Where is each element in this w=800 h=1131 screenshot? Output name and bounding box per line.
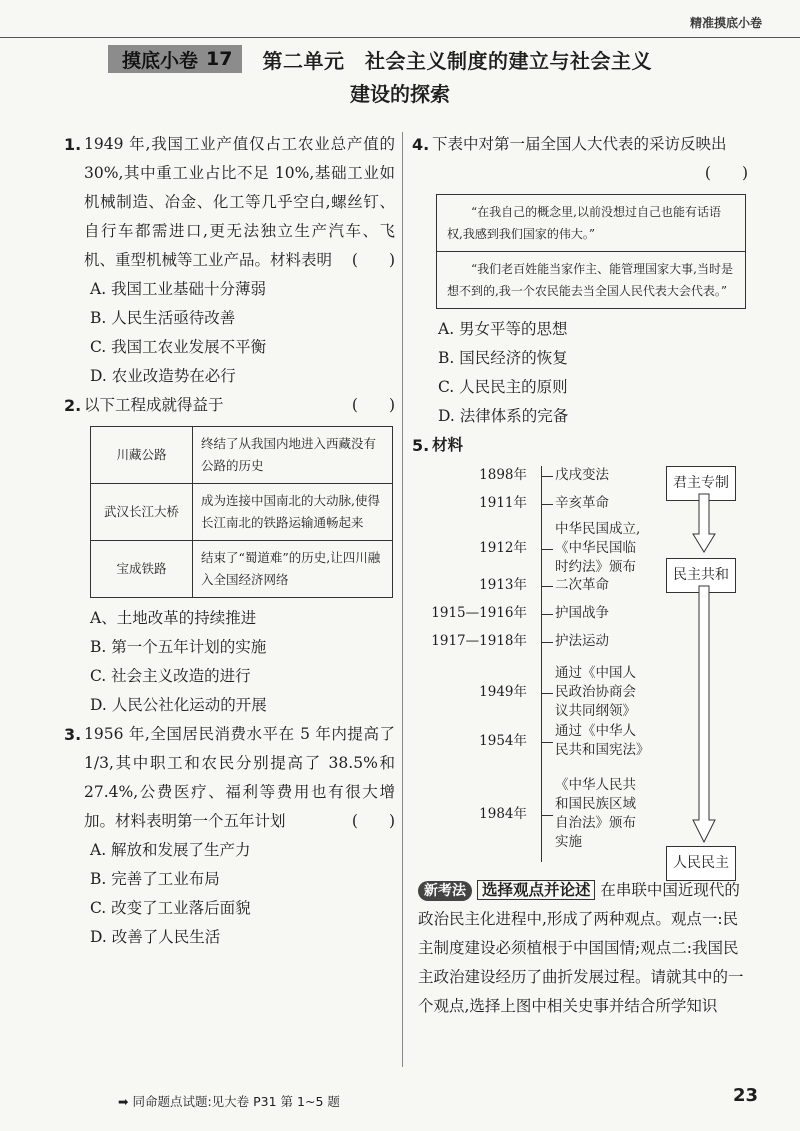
timeline [418, 460, 748, 870]
right-column [412, 130, 748, 1021]
timeline-year: 1915—1916年 [431, 605, 527, 621]
timeline-event-text: 二次革命 [555, 577, 609, 593]
option-c[interactable]: C. 人民民主的原则 [438, 378, 568, 396]
stage-arrows [673, 460, 733, 870]
timeline-event-text: 辛亥革命 [555, 495, 609, 511]
answer-paren: ( ) [351, 396, 395, 414]
material-label: 材料 [432, 436, 464, 454]
option-d[interactable]: D. 法律体系的完备 [438, 407, 569, 425]
timeline-tick [541, 586, 553, 587]
option-a[interactable]: A. 男女平等的思想 [438, 320, 568, 338]
timeline-event-text: 护法运动 [555, 633, 609, 649]
timeline-tick [541, 504, 553, 505]
answer-paren: ( ) [351, 251, 395, 269]
timeline-event-text: 《中华人民共 和国民族区域 自治法》颁布 实施 [555, 777, 636, 850]
quote-2: “我们老百姓能当家作主、能管理国家大事,当时是想不到的,我一个农民能去当全国人民代表大会代表。” [437, 251, 745, 308]
down-arrow-icon [693, 586, 715, 842]
question-2 [64, 391, 395, 420]
timeline-tick [541, 815, 553, 816]
down-arrow-icon [693, 494, 715, 552]
badge-number: 17 [206, 48, 233, 70]
project-name: 宝成铁路 [91, 541, 193, 598]
table-row [91, 427, 393, 484]
table-row [91, 484, 393, 541]
timeline-year: 1911年 [479, 495, 527, 511]
answer-paren: ( ) [704, 164, 748, 182]
left-column [64, 130, 395, 952]
header-rule [0, 37, 800, 38]
prompt-text: 在串联中国近现代的政治民主化进程中,形成了两种观点。观点一:民主制度建设必须植根于中国国情;观点二:我国民主政治建设经历了曲折发展过程。请就其中的一个观点,选择上图中相关史事并结合所学知识 [418, 881, 744, 1015]
timeline-year: 1954年 [479, 733, 527, 749]
timeline-axis [541, 466, 542, 862]
question-number: 2. [64, 396, 82, 415]
project-name: 川藏公路 [91, 427, 193, 484]
timeline-tick [541, 693, 553, 694]
timeline-event-text: 戊戌变法 [555, 467, 609, 483]
timeline-year: 1912年 [479, 540, 527, 556]
option-c[interactable]: C. 我国工农业发展不平衡 [90, 338, 267, 356]
stage-box: 人民民主 [666, 846, 736, 881]
projects-table [90, 426, 393, 598]
question-4 [412, 130, 748, 188]
option-b[interactable]: B. 第一个五年计划的实施 [90, 638, 267, 656]
timeline-year: 1949年 [479, 684, 527, 700]
option-a[interactable]: A. 我国工业基础十分薄弱 [90, 280, 267, 298]
project-desc: 结束了“蜀道难”的历史,让四川融入全国经济网络 [193, 541, 393, 598]
timeline-year: 1913年 [479, 577, 527, 593]
option-a[interactable]: A. 解放和发展了生产力 [90, 841, 251, 859]
option-c[interactable]: C. 社会主义改造的进行 [90, 667, 251, 685]
option-c[interactable]: C. 改变了工业落后面貌 [90, 899, 251, 917]
question-number: 1. [64, 135, 82, 154]
question-stem: 下表中对第一届全国人大代表的采访反映出 [432, 135, 727, 153]
question-5 [412, 431, 748, 460]
timeline-event-text: 通过《中国人 民政治协商会 议共同纲领》 [555, 665, 636, 719]
page-title-line2: 建设的探索 [350, 82, 450, 106]
project-desc: 成为连接中国南北的大动脉,使得长江南北的铁路运输通畅起来 [193, 484, 393, 541]
question-stem: 1956 年,全国居民消费水平在 5 年内提高了 1/3,其中职工和农民分别提高了 38.5%和 27.4%,公费医疗、福利等费用也有很大增加。材料表明第一个五年计划 [84, 725, 395, 830]
timeline-year: 1984年 [479, 806, 527, 822]
question-1 [64, 130, 395, 275]
header-series-label: 精准摸底小卷 [689, 16, 762, 30]
option-b[interactable]: B. 完善了工业布局 [90, 870, 220, 888]
option-d[interactable]: D. 农业改造势在必行 [90, 367, 236, 385]
new-method-heading: 选择观点并论述 [477, 880, 596, 900]
quote-1: “在我自己的概念里,以前没想过自己也能有话语权,我感到我们国家的伟大。” [447, 205, 721, 241]
timeline-tick [541, 642, 553, 643]
timeline-tick [541, 742, 553, 743]
footer-note-text: 同命题点试题:见大卷 P31 第 1~5 题 [132, 1094, 340, 1109]
timeline-event-text: 中华民国成立, 《中华民国临 时约法》颁布 [555, 521, 641, 575]
timeline-year: 1917—1918年 [431, 633, 527, 649]
column-divider [402, 132, 403, 1067]
quiz-badge [108, 45, 242, 73]
footer-note: ➡ 同命题点试题:见大卷 P31 第 1~5 题 [118, 1094, 340, 1109]
question-number: 3. [64, 725, 82, 744]
question-3 [64, 720, 395, 836]
option-b[interactable]: B. 国民经济的恢复 [438, 349, 568, 367]
option-a[interactable]: A、土地改革的持续推进 [90, 609, 257, 627]
timeline-tick [541, 614, 553, 615]
page-title: 第二单元 社会主义制度的建立与社会主义 [262, 48, 652, 73]
question-number: 5. [412, 436, 430, 455]
timeline-tick [541, 549, 553, 550]
option-d[interactable]: D. 改善了人民生活 [90, 928, 221, 946]
question-stem: 1949 年,我国工业产值仅占工农业总产值的 30%,其中重工业占比不足 10%,基础工业如机械制造、冶金、化工等几乎空白,螺丝钉、自行车都需进口,更无法独立生产汽车、飞机、重型机械等工业产品。材料表明 [84, 135, 395, 269]
new-method-prompt [418, 876, 748, 1021]
timeline-year: 1898年 [479, 467, 527, 483]
project-desc: 终结了从我国内地进入西藏没有公路的历史 [193, 427, 393, 484]
answer-paren: ( ) [351, 812, 395, 830]
question-number: 4. [412, 135, 430, 154]
timeline-event-text: 通过《中华人 民共和国宪法》 [555, 723, 650, 758]
table-row [91, 541, 393, 598]
timeline-tick [541, 476, 553, 477]
project-name: 武汉长江大桥 [91, 484, 193, 541]
page-number: 23 [732, 1085, 758, 1106]
interview-quotes [436, 194, 746, 309]
option-b[interactable]: B. 人民生活亟待改善 [90, 309, 236, 327]
timeline-event-text: 护国战争 [555, 605, 609, 621]
badge-label: 摸底小卷 [122, 49, 199, 72]
stage-box: 君主专制 [666, 466, 736, 501]
new-method-tag: 新考法 [418, 881, 472, 901]
stage-box: 民主共和 [666, 558, 736, 593]
question-stem: 以下工程成就得益于 [84, 396, 224, 414]
title-row [108, 44, 652, 74]
option-d[interactable]: D. 人民公社化运动的开展 [90, 696, 267, 714]
